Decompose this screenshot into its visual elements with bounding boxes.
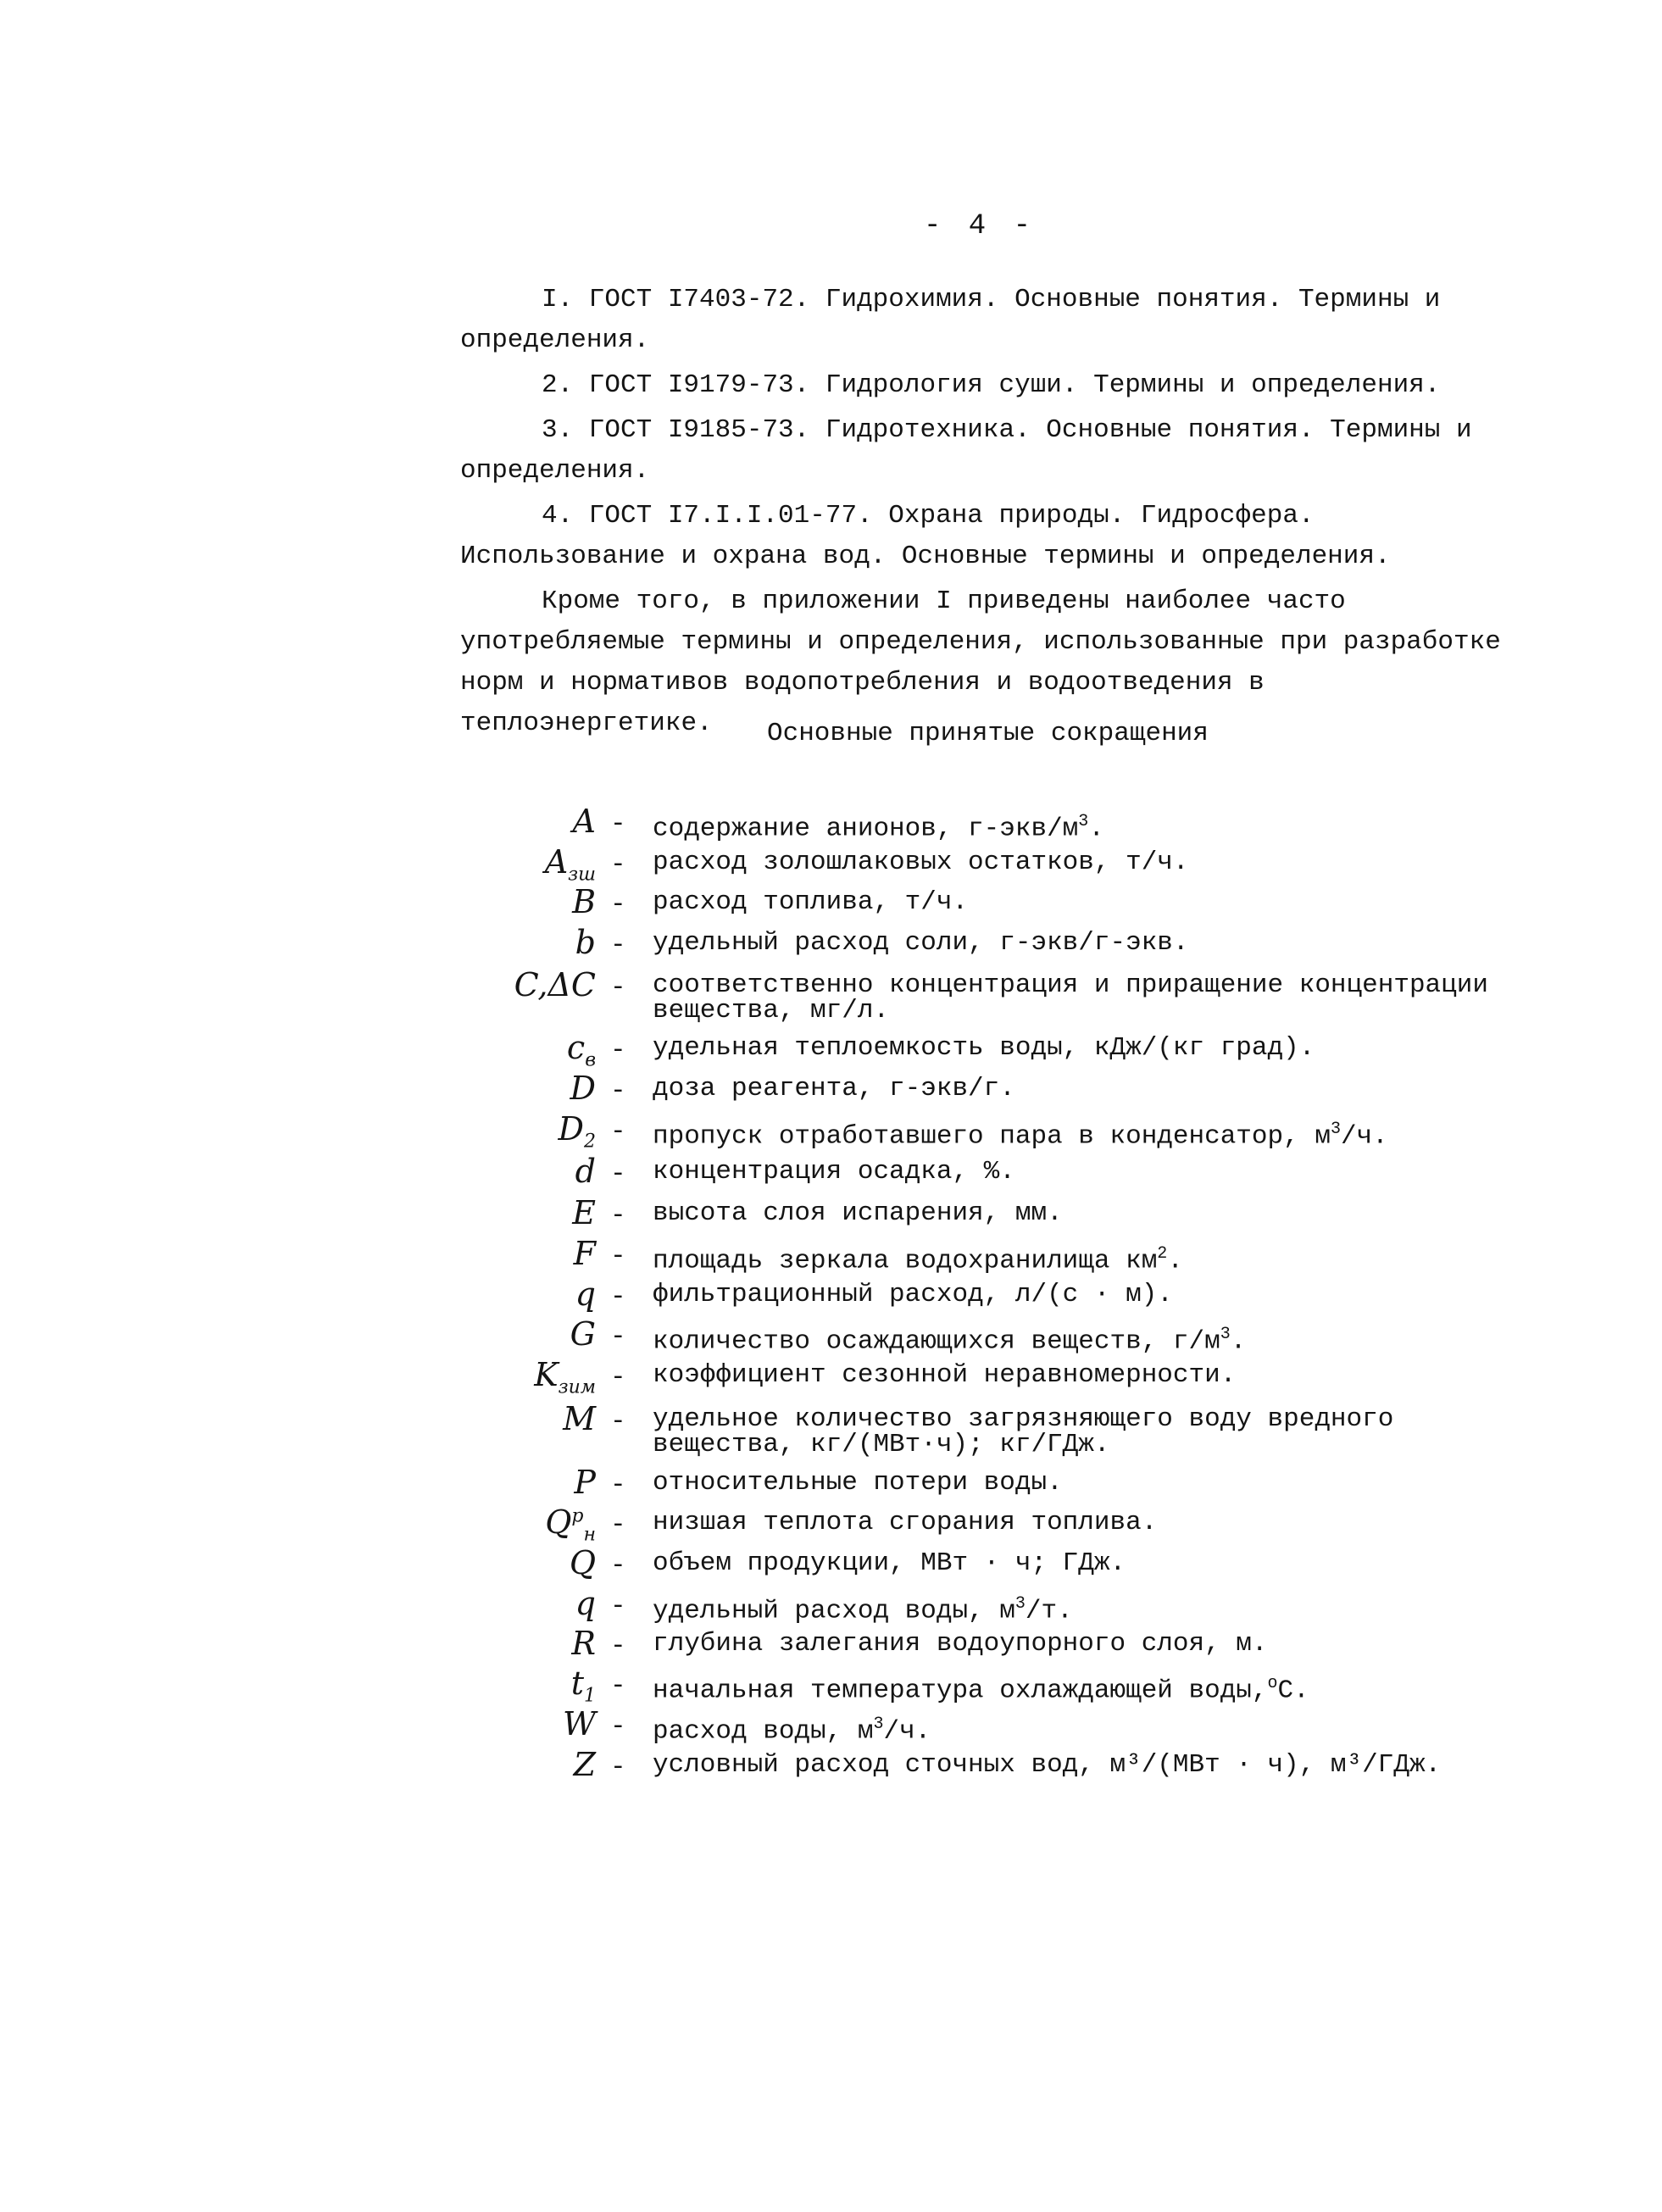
abbreviation-dash: - [610,890,626,920]
abbreviation-definition: условный расход сточных вод, м³/(МВт · ч), м³/ГДж. [653,1750,1442,1780]
abbreviation-symbol: C,ΔC [514,966,596,1003]
abbreviation-dash: - [610,1407,626,1437]
abbreviation-definition: низшая теплота сгорания топлива. [653,1508,1158,1537]
reference-item: I. ГОСТ I7403-72. Гидрохимия. Основные понятия. Термины и определения. [460,285,1441,355]
abbreviation-definition: начальная температура охлаждающей воды,$^о$С. [653,1674,1309,1706]
abbreviation-symbol: d [575,1153,596,1190]
abbreviation-definition: расход воды, $м^3/ч$. [653,1715,931,1747]
abbreviation-row [0,803,1662,844]
abbreviation-row [0,1194,1662,1235]
abbreviation-definition: удельный расход соли, г-экв/г-экв. [653,928,1189,958]
abbreviation-symbol: $D_2$ [558,1110,596,1153]
page-number: - 4 - [924,210,1037,242]
abbreviation-dash: - [610,850,626,880]
abbreviation-definition: расход топлива, т/ч. [653,887,969,917]
abbreviation-symbol: D [570,1070,596,1107]
abbreviation-dash: - [610,1753,626,1782]
abbreviation-definition: удельное количество загрязняющего воду вредного вещества, кг/(МВт·ч); кг/ГДж. [653,1404,1394,1459]
abbreviation-row [0,1400,1662,1459]
abbreviation-symbol: B [572,883,596,920]
abbreviation-definition: объем продукции, МВт · ч; ГДж. [653,1548,1126,1578]
abbreviation-symbol: G [570,1315,596,1353]
abbreviation-dash: - [610,1551,626,1581]
abbreviation-row [0,1356,1662,1398]
abbreviation-dash: - [610,931,626,960]
abbreviation-symbol: F [573,1235,596,1272]
abbreviation-definition: высота слоя испарения, мм. [653,1198,1063,1228]
abbreviation-symbol: A [572,803,596,840]
abbreviation-row [0,966,1662,1025]
abbreviation-dash: - [610,1076,626,1106]
abbreviation-dash: - [610,1242,626,1271]
abbreviation-dash: - [610,1510,626,1540]
reference-item: 4. ГОСТ I7.I.I.01-77. Охрана природы. Гидросфера. Использование и охрана вод. Основные термины и определения. [460,501,1391,571]
abbreviation-row [0,1315,1662,1357]
abbreviation-row [0,1110,1662,1153]
abbreviation-symbol: $t_1$ [570,1665,596,1707]
abbreviation-row [0,1276,1662,1316]
abbreviation-definition: удельная теплоемкость воды, кДж/(кг град). [653,1033,1315,1063]
abbreviation-row [0,924,1662,964]
reference-item: 2. ГОСТ I9179-73. Гидрология суши. Термины и определения. [542,370,1441,400]
abbreviation-definition: коэффициент сезонной неравномерности. [653,1360,1237,1390]
abbreviation-symbol: M [563,1400,596,1437]
abbreviation-definition: площадь зеркала водохранилища $км^2$. [653,1244,1183,1276]
abbreviation-symbol: E [572,1194,596,1231]
abbreviation-dash: - [610,1631,626,1661]
abbreviation-dash: - [610,973,626,1003]
abbreviation-definition: соответственно концентрация и приращение концентрации вещества, мг/л. [653,970,1488,1025]
abbreviation-row [0,883,1662,924]
abbreviation-row [0,1070,1662,1110]
abbreviation-dash: - [610,1592,626,1621]
abbreviation-dash: - [610,1282,626,1312]
abbreviation-definition: относительные потери воды. [653,1468,1063,1498]
abbreviation-dash: - [610,1671,626,1701]
abbreviation-row [0,1746,1662,1787]
abbreviation-symbol: Q [569,1544,596,1581]
abbreviation-definition: глубина залегания водоупорного слоя, м. [653,1629,1268,1659]
abbreviation-symbol: $A_{зш}$ [544,843,596,886]
abbreviation-dash: - [610,1117,626,1147]
abbreviation-dash: - [610,1322,626,1352]
abbreviation-definition: концентрация осадка, %. [653,1157,1015,1187]
reference-note: Кроме того, в приложении I приведены наиболее часто употребляемые термины и определения, использованные при разработке норм и нормативов водопотребления и водоотведения в теплоэнергетике. [460,586,1501,738]
abbreviation-symbol: $Q^р_н$ [545,1503,596,1546]
abbreviation-dash: - [610,1712,626,1742]
abbreviation-row [0,1665,1662,1707]
abbreviation-row [0,1544,1662,1585]
abbreviation-row [0,1705,1662,1747]
abbreviation-symbol: $c_в$ [566,1029,596,1071]
abbreviation-symbol: q [575,1585,596,1622]
abbreviation-definition: пропуск отработавшего пара в конденсатор, $м^3/ч$. [653,1120,1388,1152]
abbreviation-dash: - [610,1036,626,1065]
abbreviation-definition: доза реагента, г-экв/г. [653,1074,1015,1103]
abbreviation-dash: - [610,1363,626,1392]
abbreviation-dash: - [610,1470,626,1500]
abbreviation-symbol: q [575,1276,596,1313]
abbreviation-symbol: P [574,1464,596,1501]
abbreviation-row [0,1503,1662,1546]
abbreviation-row [0,1029,1662,1071]
abbreviation-dash: - [610,809,626,839]
reference-item: 3. ГОСТ I9185-73. Гидротехника. Основные понятия. Термины и определения. [460,415,1472,486]
abbreviation-symbol: b [575,924,596,961]
abbreviation-definition: содержание анионов, $г-экв/м^3$. [653,812,1104,844]
abbreviation-row [0,1464,1662,1504]
abbreviation-definition: расход золошлаковых остатков, т/ч. [653,848,1189,877]
abbreviations-heading: Основные принятые сокращения [767,719,1209,748]
references-list [460,280,1511,748]
abbreviation-symbol: R [571,1625,596,1662]
abbreviation-row [0,1625,1662,1665]
abbreviation-row [0,843,1662,886]
abbreviation-row [0,1153,1662,1193]
abbreviation-row [0,1235,1662,1276]
abbreviation-dash: - [610,1201,626,1231]
abbreviation-definition: удельный расход воды, $м^3/т$. [653,1594,1073,1626]
abbreviation-symbol: Z [573,1746,596,1783]
abbreviation-dash: - [610,1159,626,1189]
abbreviation-definition: фильтрационный расход, л/(с · м). [653,1280,1173,1309]
abbreviation-symbol: W [562,1705,596,1742]
abbreviation-symbol: $K_{зим}$ [534,1356,596,1398]
abbreviation-row [0,1585,1662,1626]
abbreviation-definition: количество осаждающихся веществ, $г/м^3$. [653,1325,1247,1357]
